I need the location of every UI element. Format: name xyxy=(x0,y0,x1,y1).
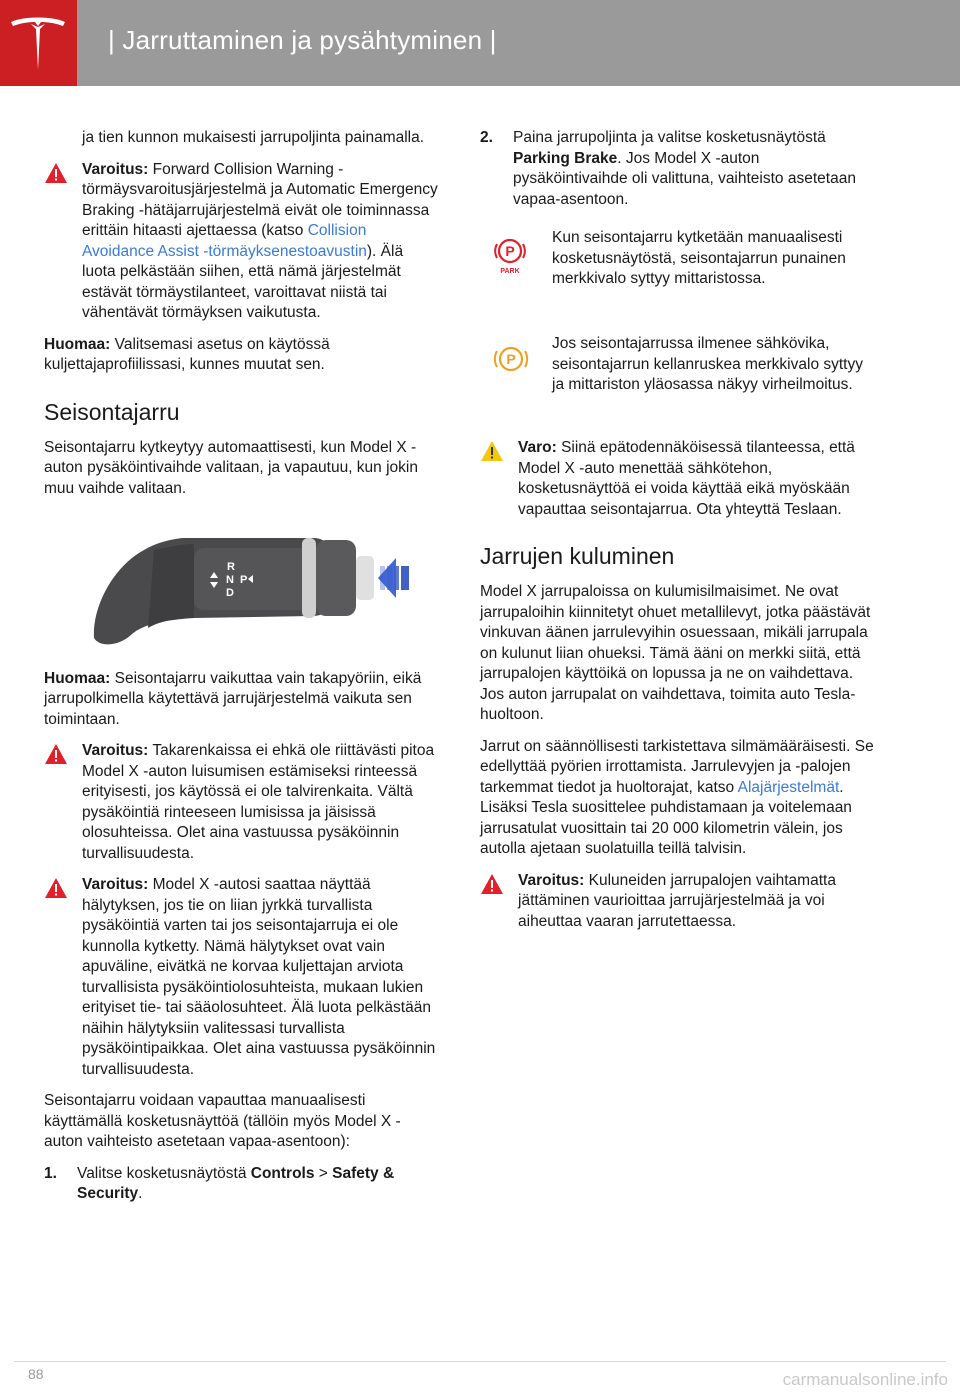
left-column xyxy=(44,128,438,1216)
stalk-n-label: N xyxy=(226,574,234,586)
warning-text-end: ). Älä luota pelkästään siihen, että nämä järjestelmät estävät törmäystilanteet, varoittavat niistä tai vähentävät törmäyksen vaikutusta. xyxy=(82,242,404,321)
collision-avoidance-link[interactable]: Collision Avoidance Assist -törmäyksenestoavustin xyxy=(82,222,367,260)
subsystems-link[interactable]: Alajärjestelmät xyxy=(737,778,840,796)
parking-brake-red-indicator xyxy=(480,228,878,308)
warning-icon xyxy=(480,873,504,895)
warning-icon xyxy=(44,877,68,899)
safety-security-label: Safety & Security xyxy=(77,1164,395,1202)
warning-icon xyxy=(44,162,68,184)
page-title: | Jarruttaminen ja pysähtyminen | xyxy=(108,25,497,55)
parking-brake-fault-indicator xyxy=(480,334,878,414)
warning-slope-traction xyxy=(44,741,438,864)
p-letter: P xyxy=(505,243,515,259)
note-label: Huomaa: xyxy=(44,669,111,687)
caution-power-loss xyxy=(480,438,878,520)
stalk-p-label: P xyxy=(240,574,248,586)
stalk-r-label: R xyxy=(227,561,235,573)
caution-icon xyxy=(480,440,504,462)
tesla-logo xyxy=(0,0,77,86)
inspection-paragraph xyxy=(480,737,878,860)
step-number: 1. xyxy=(44,1164,57,1182)
indicator-text: Kun seisontajarru kytketään manuaalisesti kosketusnäytöstä, seisontajarrun punainen merkkivalo syttyy mittaristossa. xyxy=(552,229,846,287)
parking-brake-red-icon xyxy=(492,236,528,276)
watermark: carmanualsonline.info xyxy=(782,1370,948,1389)
gear-stalk-illustration xyxy=(44,526,438,648)
warning-worn-pads xyxy=(480,871,878,933)
parking-brake-paragraph: Seisontajarru kytkeytyy automaattisesti, kun Model X -auton pysäköintivaihde valitaan, ja vapautuu, kun jokin muu vaihde valitaan. xyxy=(44,438,418,497)
park-label: PARK xyxy=(500,268,520,275)
p-letter: P xyxy=(506,351,516,367)
heading-parking-brake: Seisontajarru xyxy=(44,398,180,425)
step-2 xyxy=(480,128,878,210)
caution-text: Siinä epätodennäköisessä tilanteessa, että Model X -auto menettää sähkötehon, kosketusnäyttöä ei voida käyttää eikä myöskään vapauttaa seisontajarrua. Ota yhteyttä Teslaan. xyxy=(518,439,855,518)
note-rear-wheels xyxy=(44,669,438,731)
caution-label: Varo: xyxy=(518,439,557,456)
parking-brake-fault-icon xyxy=(492,342,530,376)
note-profile xyxy=(44,335,438,376)
warning-icon xyxy=(44,743,68,765)
indicator-text: Jos seisontajarrussa ilmenee sähkövika, seisontajarrun kellanruskea merkkivalo syttyy ja mittariston yläosassa näkyy virheilmoitus. xyxy=(552,335,863,393)
note-text: Seisontajarru vaikuttaa vain takapyöriin, eikä jarrupolkimella käytettävä jarrujärjestelmä vaikuta sen toimintaan. xyxy=(44,669,422,728)
parking-brake-label: Parking Brake xyxy=(513,149,618,167)
manual-release-paragraph: Seisontajarru voidaan vapauttaa manuaalisesti käyttämällä kosketusnäyttöä (tällöin myös Model X -auton vaihteisto asetetaan vapaa-asentoon): xyxy=(44,1092,401,1150)
separator: > xyxy=(314,1164,333,1182)
warning-forward-collision xyxy=(44,160,438,324)
inspection-text-end: . Lisäksi Tesla suosittelee puhdistamaan ja voitelemaan jarrusatulat vuosittain tai 20 000 kilometrin välein, jos autolla ajetaan suolatuilla teillä talvisin. xyxy=(480,778,852,857)
brake-wear-paragraph: Model X jarrupaloissa on kulumisilmaisimet. Ne ovat jarrupaloihin kiinnitetyt ohuet metallilevyt, jotka päästävät vinkuvan äänen jarrulevyihin osuessaan, mikäli jarrupala on kulunut liian ohueksi. Tämä ääni on merkki siitä, että jarrupalojen käyttöikä on lopussa ja ne on vaihdettava. Jos auton jarrupalat on vaihdettava, toimita auto Tesla-huoltoon. xyxy=(480,583,871,723)
step-text-end: . Jos Model X -auton pysäköintivaihde oli valittuna, vaihteisto asetetaan vapaa-asentoon. xyxy=(513,149,856,208)
warning-text: Kuluneiden jarrupalojen vaihtamatta jättäminen vaurioittaa jarrujärjestelmää ja voi aiheuttaa vaaran jarrutettaessa. xyxy=(518,871,836,930)
warning-label: Varoitus: xyxy=(82,742,149,759)
note-label: Huomaa: xyxy=(44,335,111,353)
page-header xyxy=(0,0,960,86)
heading-brake-wear: Jarrujen kuluminen xyxy=(480,543,675,569)
step-end: . xyxy=(138,1185,143,1202)
step-text: Valitse kosketusnäytöstä xyxy=(77,1164,247,1182)
step-text: Paina jarrupoljinta ja valitse kosketusnäytöstä xyxy=(513,129,826,146)
stalk-d-label: D xyxy=(226,587,234,599)
warning-label: Varoitus: xyxy=(82,160,149,178)
page-number: 88 xyxy=(28,1366,44,1382)
note-text: Valitsemasi asetus on käytössä kuljettajaprofiilissasi, kunnes muutat sen. xyxy=(44,335,330,373)
controls-label: Controls xyxy=(250,1164,315,1182)
footer-divider xyxy=(14,1361,946,1362)
inspection-text: Jarrut on säännöllisesti tarkistettava silmämääräisesti. Se edellyttää pyörien irrottamista. Jarrulevyjen ja -palojen tarkemmat tiedot ja huoltorajat, katso xyxy=(480,737,874,796)
step-number: 2. xyxy=(480,129,493,146)
push-arrow-icon xyxy=(378,558,409,598)
intro-text: ja tien kunnon mukaisesti jarrupoljinta painamalla. xyxy=(82,129,425,146)
warning-text: Forward Collision Warning -törmäysvaroitusjärjestelmä ja Automatic Emergency Braking -hätäjarrujärjestelmä eivät ole toiminnassa erittäin hitaasti ajettaessa (katso xyxy=(82,160,438,239)
warning-label: Varoitus: xyxy=(518,871,585,889)
tesla-logo-icon xyxy=(9,14,67,74)
step-1 xyxy=(44,1164,438,1205)
right-column xyxy=(480,128,878,943)
warning-steep-road xyxy=(44,875,438,1080)
warning-label: Varoitus: xyxy=(82,876,149,893)
warning-text: Takarenkaissa ei ehkä ole riittävästi pitoa Model X -auton luisumisen estämiseksi rinteessä erityisesti, jos käytössä ei ole talvirenkaita. Vältä pysäköintiä rinteeseen lumisissa ja jäisissä olosuhteissa. Olet aina vastuussa pysäköinnin turvallisuudesta. xyxy=(82,742,435,862)
warning-text: Model X -autosi saattaa näyttää hälytyksen, jos tie on liian jyrkkä turvallista pysäköintiä varten tai jos seisontajarruja ei ole kunnolla kytketty. Nämä hälytykset ovat vain apuväline, eivätkä ne korvaa kuljettajan arviota turvallisista pysäköintiolosuhteista, mukaan lukien erityiset tie- tai sääolosuhteet. Älä luota pelkästään näihin hälytyksiin valitessasi turvallista pysäköintipaikkaa. Olet aina vastuussa pysäköinnin turvallisuudesta. xyxy=(82,876,436,1078)
